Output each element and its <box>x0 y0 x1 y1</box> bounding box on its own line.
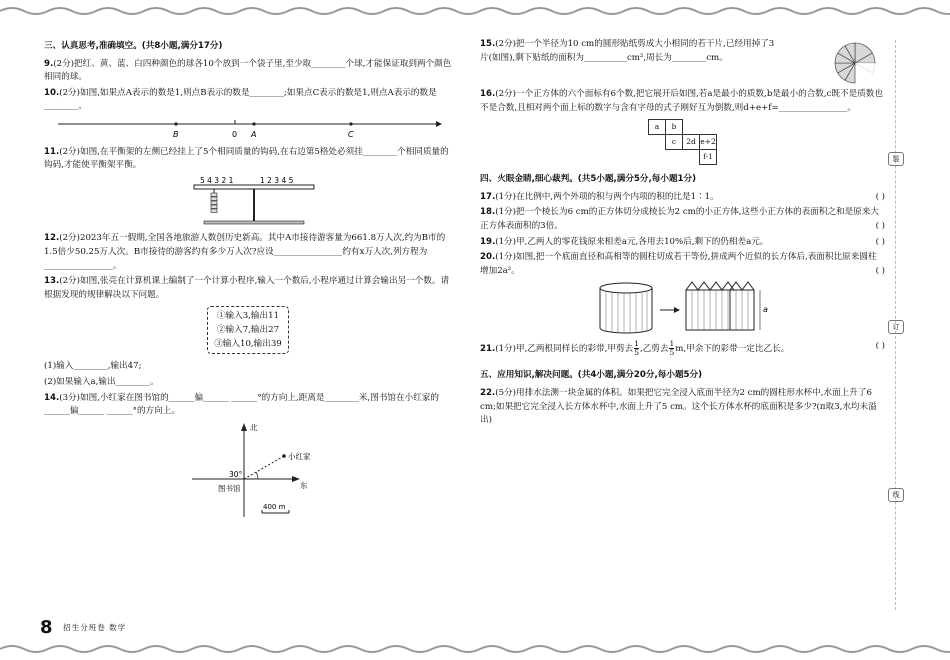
answer-paren[interactable]: ( ) <box>875 191 885 202</box>
cuboid-1 <box>686 282 734 330</box>
net-cell-c: c <box>666 135 683 150</box>
page-footer <box>40 617 126 638</box>
net-cell-2d: 2d <box>683 135 700 150</box>
answer-paren[interactable]: ( ) <box>875 265 885 276</box>
net-cell-f: f-1 <box>700 150 717 165</box>
side-tab-3: 线 <box>888 488 904 502</box>
side-tab-2: 订 <box>888 320 904 334</box>
question-11: 11.(2分)如图,在平衡架的左侧已经挂上了5个相同质量的钩码,在右边第5格处必须挂________个相同质量的钩码,才能使平衡架平衡。 <box>44 146 449 171</box>
question-22: 22.(5分)用排水法测一块金属的体积。如果把它完全浸入底面半径为2 cm的圆柱形水杯中,水面上升了6 cm;如果把它完全浸入长方体水杯中,水面上升了5 cm。这个长方体水杯的底面积是多少?(π取3,水均未溢出) <box>480 387 877 426</box>
east-label: 东 <box>300 480 308 490</box>
page-number: 8 <box>40 617 53 638</box>
scale-left-numbers: 5 4 3 2 1 <box>200 175 234 185</box>
section-4-title: 四、火眼金睛,细心裁判。(共5小题,满分5分,每小题1分) <box>480 174 697 185</box>
cylinder-diagram <box>480 280 885 336</box>
side-tab-1: 装 <box>888 152 904 166</box>
label-zero: 0 <box>232 129 238 139</box>
right-column <box>480 38 885 430</box>
north-label: 北 <box>250 422 258 432</box>
direction-map <box>44 421 452 521</box>
program-line-2: ②输入7,输出27 <box>216 325 280 336</box>
bottom-wave-border <box>0 642 950 656</box>
question-10: 10.(2分)如图,如果点A表示的数是1,则点B表示的数是________;如果点C表示的数是1,则点A表示的数是________。 <box>44 87 437 112</box>
answer-paren[interactable]: ( ) <box>875 236 885 247</box>
label-a: a <box>763 305 768 315</box>
section-3-title: 三、认真思考,准确填空。(共8小题,满分17分) <box>44 41 223 51</box>
question-15: 15.(2分)把一个半径为10 cm的圆形贴纸剪成大小相同的若干片,已经用掉了3片(如图),剩下贴纸的面积为__________cm²,周长为________cm。 <box>480 39 775 63</box>
circle-sticker <box>825 38 885 88</box>
top-wave-border <box>0 4 950 18</box>
question-16: 16.(2分)一个正方体的六个面标有6个数,把它展开后如图,若a是最小的质数,b是最小的合数,c既不是质数也不是合数,且相对两个面上标的数字与含有字母的式子刚好互为倒数,则d+e+f=________________。 <box>480 89 883 113</box>
point-a <box>252 122 255 125</box>
question-12: 12.(2分)2023年五一假期,全国各地旅游人数创历史新高。其中A市接待游客量为661.8万人次,约为B市的1.5倍少50.25万人次。B市接待的游客约有多少万人次?应设________________约有x万人次,列方程为________________。 <box>44 233 446 271</box>
point-b <box>174 122 177 125</box>
question-14: 14.(3分)如图,小红家在图书馆的______偏______ ______°的方向上,距离是________米,图书馆在小红家的______偏______ ______°的方向上。 <box>44 392 439 417</box>
answer-paren[interactable]: ( ) <box>875 341 885 352</box>
library-label: 图书馆 <box>218 483 241 493</box>
point-c <box>349 122 352 125</box>
cylinder <box>600 283 652 333</box>
book-title: 招生分班卷 数学 <box>63 623 127 632</box>
answer-paren[interactable]: ( ) <box>875 220 885 231</box>
number-line <box>44 116 452 140</box>
scale-right-numbers: 1 2 3 4 5 <box>260 175 294 185</box>
cube-net <box>648 119 717 165</box>
question-20: 20.(1分)如图,把一个底面直径和高相等的圆柱切成若干等份,拼成两个近似的长方体后,表面积比原来圆柱增加2a²。 ( ) <box>480 251 885 278</box>
home-point <box>282 454 286 458</box>
program-line-1: ①输入3,输出11 <box>216 311 280 322</box>
net-cell-b: b <box>666 120 683 135</box>
question-9: 9.(2分)把红、黄、蓝、白四种颜色的球各10个放到一个袋子里,至少取________个球,才能保证取到两个颜色相同的球。 <box>44 58 452 83</box>
question-13-sub2: (2)如果输入a,输出________。 <box>44 376 159 387</box>
question-18: 18.(1分)把一个棱长为6 cm的正方体切分成棱长为2 cm的小正方体,这些小正方体的表面积之和是原来大正方体表面积的3倍。 ( ) <box>480 206 885 233</box>
question-19: 19.(1分)甲,乙两人的零花钱原来相差a元,各用去10%后,剩下的仍相差a元。 ( ) <box>480 236 885 250</box>
question-17: 17.(1分)在比例中,两个外项的积与两个内项的积的比是1∶1。 ( ) <box>480 191 885 205</box>
section-5-title: 五、应用知识,解决问题。(共4小题,满分20分,每小题5分) <box>480 370 703 381</box>
question-13-sub1: (1)输入________,输出47; <box>44 361 142 372</box>
label-b: B <box>173 129 179 139</box>
left-column <box>44 38 452 526</box>
net-cell-a: a <box>649 120 666 135</box>
program-box <box>207 306 289 354</box>
program-line-3: ③输入10,输出39 <box>214 339 282 350</box>
angle-label: 30° <box>229 469 243 479</box>
question-13: 13.(2分)如图,张亮在计算机课上编制了一个计算小程序,输入一个数后,小程序通过计算会输出另一个数。请根据发现的规律解决以下问题。 <box>44 276 450 300</box>
question-21: 21.(1分)甲,乙两根同样长的彩带,甲剪去 $\frac{1}{5}$ ,乙剪去 $\frac{1}{5}$ m,甲余下的彩带一定比乙长。 ( ) <box>480 339 885 358</box>
home-label: 小红家 <box>288 451 311 461</box>
balance-scale <box>44 175 452 227</box>
net-cell-e: e+2 <box>700 135 717 150</box>
scale-label: 400 m <box>263 502 286 511</box>
fraction-2: $\frac{1}{5}$ <box>669 339 675 358</box>
fraction-1: $\frac{1}{5}$ <box>634 339 639 358</box>
label-c: C <box>348 129 354 139</box>
label-a: A <box>251 129 257 139</box>
